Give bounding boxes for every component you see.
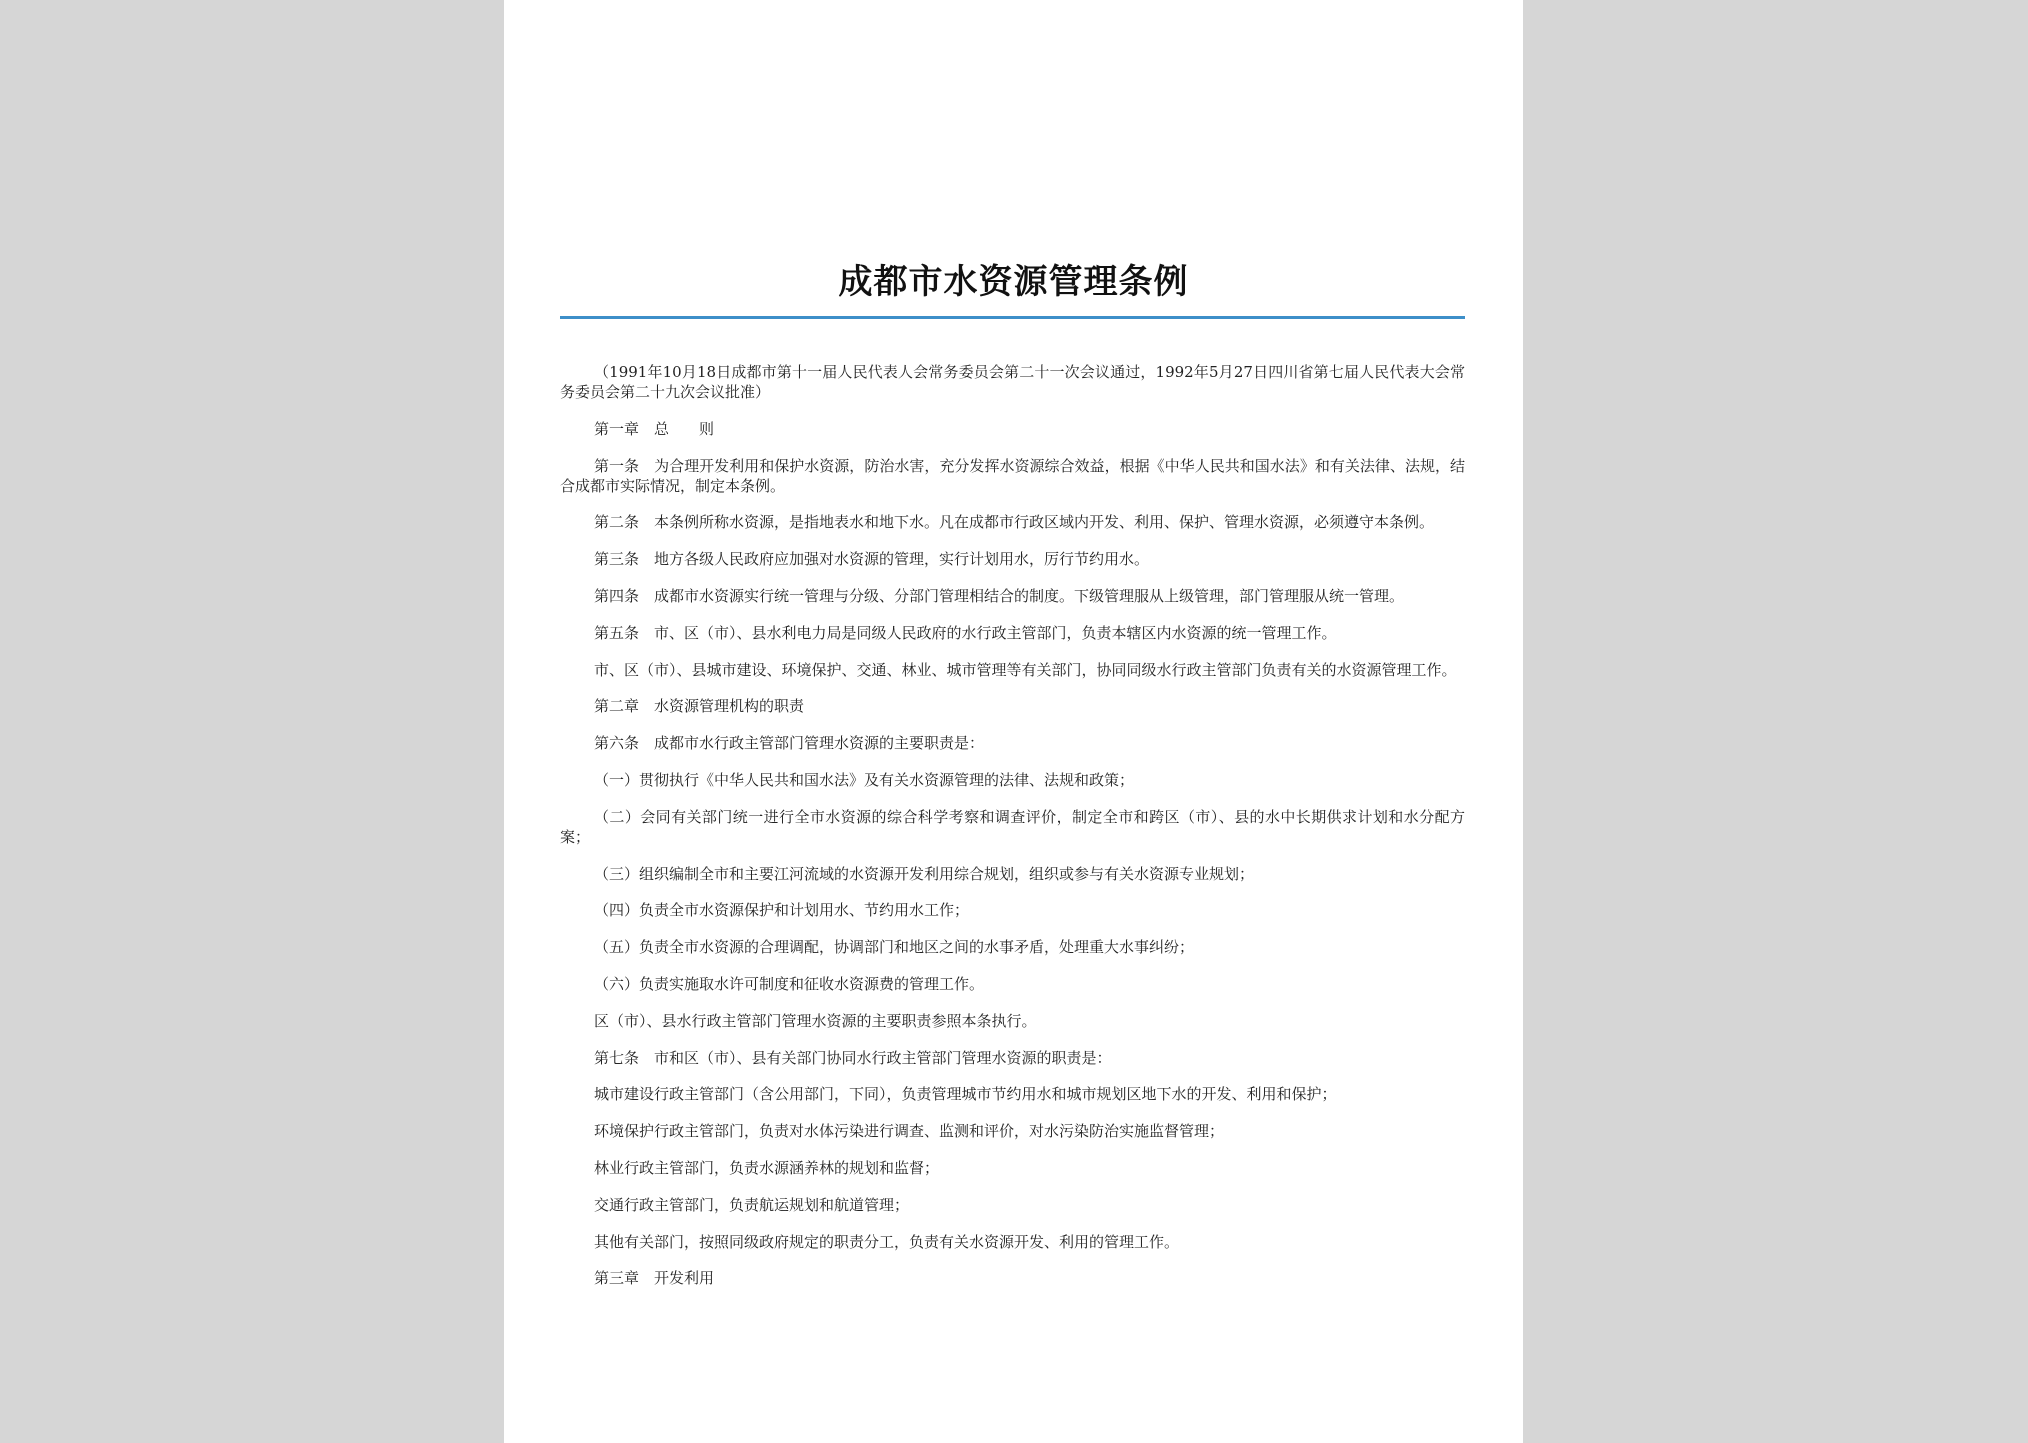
- paragraph: 第三条 地方各级人民政府应加强对水资源的管理，实行计划用水，厉行节约用水。: [594, 550, 1150, 569]
- paragraph: 第一章 总 则: [594, 419, 715, 438]
- paragraph: 第四条 成都市水资源实行统一管理与分级、分部门管理相结合的制度。下级管理服从上级管理，部门管理服从统一管理。: [594, 586, 1405, 605]
- paragraph: 第六条 成都市水行政主管部门管理水资源的主要职责是：: [594, 734, 985, 753]
- paragraph: （三）组织编制全市和主要江河流域的水资源开发利用综合规划，组织或参与有关水资源专业规划；: [594, 864, 1255, 883]
- paragraph: （六）负责实施取水许可制度和征收水资源费的管理工作。: [594, 974, 985, 993]
- paragraph: 交通行政主管部门，负责航运规划和航道管理；: [594, 1195, 910, 1214]
- document-body: [560, 362, 1465, 1305]
- document-title: 成都市水资源管理条例: [838, 262, 1189, 302]
- document-page: [504, 0, 1523, 1443]
- paragraph: 林业行政主管部门，负责水源涵养林的规划和监督；: [594, 1158, 940, 1177]
- paragraph: 第五条 市、区（市）、县水利电力局是同级人民政府的水行政主管部门，负责本辖区内水资源的统一管理工作。: [594, 623, 1337, 642]
- paragraph: 第二章 水资源管理机构的职责: [594, 697, 805, 716]
- title-underline: [560, 316, 1465, 319]
- paragraph: 第七条 市和区（市）、县有关部门协同水行政主管部门管理水资源的职责是：: [594, 1048, 1112, 1067]
- paragraph: 环境保护行政主管部门，负责对水体污染进行调查、监测和评价，对水污染防治实施监督管理；: [594, 1122, 1225, 1141]
- paragraph: 区（市）、县水行政主管部门管理水资源的主要职责参照本条执行。: [594, 1011, 1037, 1030]
- paragraph: （五）负责全市水资源的合理调配，协调部门和地区之间的水事矛盾，处理重大水事纠纷；: [594, 938, 1195, 957]
- paragraph: （1991年10月18日成都市第十一届人民代表人会常务委员会第二十一次会议通过，1992年5月27日四川省第七届人民代表大会常务委员会第二十九次会议批准）: [560, 363, 1465, 401]
- paragraph: （二）会同有关部门统一进行全市水资源的综合科学考察和调查评价，制定全市和跨区（市）、县的水中长期供求计划和水分配方案；: [560, 807, 1465, 846]
- paragraph: 第三章 开发利用: [594, 1269, 715, 1288]
- paragraph: （一）贯彻执行《中华人民共和国水法》及有关水资源管理的法律、法规和政策；: [594, 770, 1135, 789]
- paragraph: 市、区（市）、县城市建设、环境保护、交通、林业、城市管理等有关部门，协同同级水行政主管部门负责有关的水资源管理工作。: [594, 660, 1457, 679]
- paragraph: 其他有关部门，按照同级政府规定的职责分工，负责有关水资源开发、利用的管理工作。: [594, 1232, 1180, 1251]
- paragraph: （四）负责全市水资源保护和计划用水、节约用水工作；: [594, 901, 970, 920]
- paragraph: 第二条 本条例所称水资源，是指地表水和地下水。凡在成都市行政区域内开发、利用、保护、管理水资源，必须遵守本条例。: [594, 513, 1435, 532]
- paragraph: 第一条 为合理开发利用和保护水资源，防治水害，充分发挥水资源综合效益，根据《中华人民共和国水法》和有关法律、法规，结合成都市实际情况，制定本条例。: [560, 456, 1465, 495]
- paragraph: 城市建设行政主管部门（含公用部门，下同），负责管理城市节约用水和城市规划区地下水的开发、利用和保护；: [594, 1085, 1337, 1104]
